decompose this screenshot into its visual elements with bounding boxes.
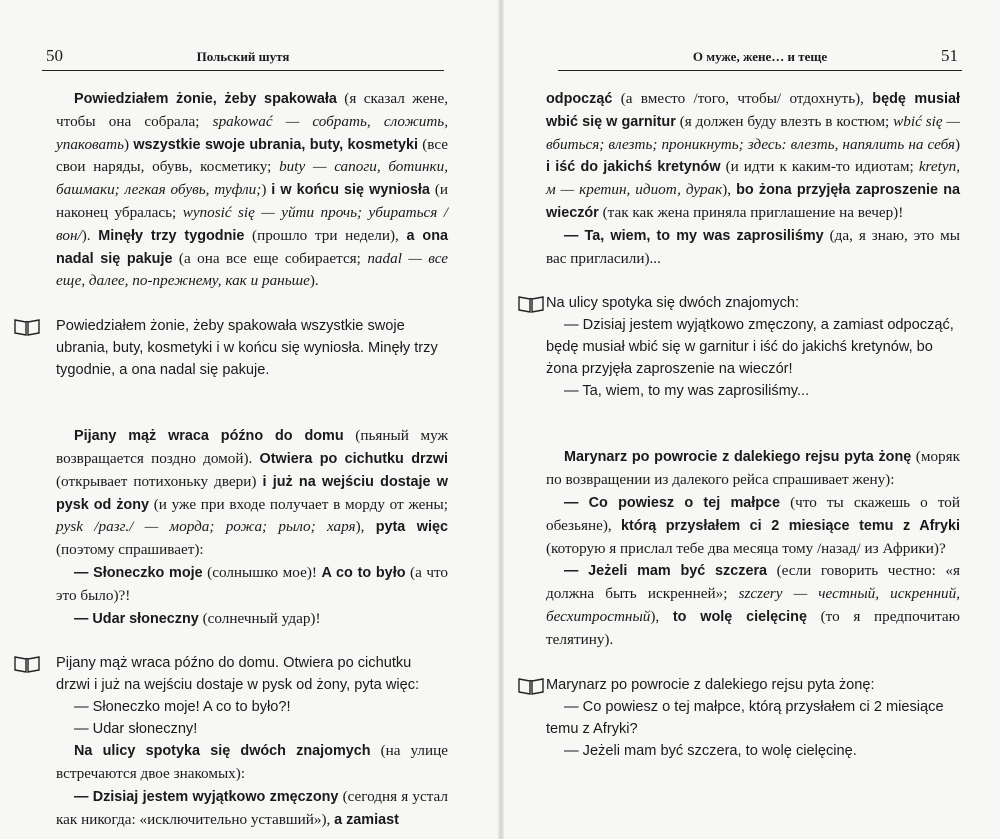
plain-text-line: — Jeżeli mam być szczera, to wolę cielęcinę.	[564, 742, 857, 759]
plain-text-paragraph: Powiedziałem żonie, żeby spakowała wszystkie swoje ubrania, buty, kosmetyki i w końcu się wyniosła. Minęły trzy tygodnie, a ona nadal się pakuje.	[56, 318, 438, 379]
plain-text-line: — Udar słoneczny!	[74, 721, 198, 738]
plain-text-paragraph: Pijany mąż wraca późno do domu. Otwiera po cichutku drzwi i już na wejściu dostaje w pysk od żony, pyta więc:	[56, 655, 420, 694]
plain-text-paragraph: Na ulicy spotyka się dwóch znajomych:	[546, 295, 800, 312]
plain-text-line: — Ta, wiem, to my was zaprosiliśmy...	[564, 383, 810, 400]
open-book-icon	[518, 677, 544, 695]
open-book-icon	[14, 655, 40, 673]
annotated-paragraph: odpocząć (а вместо /того, чтобы/ отдохнуть), będę musiał wbić się w garnitur (я должен буду влезть в костюм; wbić się — вбиться; влезть; проникнуть; здесь: влезть, напялить на себя) i iść do jakichś kretynów (и идти к каким-то идиотам; kretyn, м — кретин, идиот, дурак), bo żona przyjęła zaproszenie na wieczór (так как жена приняла приглашение на вечер)!	[546, 90, 961, 221]
running-title: Польский шутя	[196, 49, 290, 64]
annotated-paragraph: Na ulicy spotyka się dwóch znajomych (на улице встречаются двое знакомых):	[56, 742, 448, 783]
left-page-body	[56, 88, 448, 832]
plain-text-paragraph: Marynarz po powrocie z dalekiego rejsu pyta żonę:	[546, 676, 875, 693]
reading-block	[546, 674, 960, 762]
page-number: 51	[941, 46, 958, 65]
page-number: 50	[46, 46, 63, 65]
dialogue-line: — Ta, wiem, to my was zaprosiliśmy (да, я знаю, это мы вас пригласили)...	[546, 226, 960, 267]
running-title: О муже, жене… и теще	[692, 49, 828, 64]
dialogue-line: — Co powiesz o tej małpce (что ты скажешь о той обезьяне), którą przysłałem ci 2 miesiące temu z Afryki (которую я прислал тебе два месяца тому /назад/ из Африки)?	[546, 493, 960, 557]
left-page-header	[42, 46, 444, 71]
dialogue-line: — Udar słoneczny (солнечный удар)!	[74, 609, 321, 627]
left-page	[0, 0, 498, 839]
dialogue-line: — Słoneczko moje (солнышко мое)! A co to było (а что это было)?!	[56, 563, 449, 604]
right-page-body	[546, 88, 960, 762]
plain-text-line: — Słoneczko moje! A co to było?!	[74, 699, 291, 716]
reading-block	[56, 315, 448, 381]
reading-block	[546, 292, 960, 402]
annotated-paragraph: Pijany mąż wraca późno do domu (пьяный муж возвращается поздно домой). Otwiera po cichutku drzwi (открывает потихоньку двери) i już na wejściu dostaje w pysk od żony (и уже при входе получает в морду от жены; pysk /разг./ — морда; рожа; рыло; харя), pyta więc (поэтому спрашивает):	[56, 427, 448, 559]
right-page	[504, 0, 1000, 839]
reading-block	[56, 652, 448, 740]
dialogue-line: — Dzisiaj jestem wyjątkowo zmęczony (сегодня я устал как никогда: «исключительно уставший»), a zamiast	[56, 787, 448, 828]
dialogue-line: — Jeżeli mam być szczera (если говорить честно: «я должна быть искренней»; szczery — честный, искренний, бесхитростный), to wolę cielęcinę (то я предпочитаю телятину).	[546, 562, 961, 648]
plain-text-line: — Dzisiaj jestem wyjątkowo zmęczony, a zamiast odpocząć, będę musiał wbić się w garnitur i iść do jakichś kretynów, bo żona przyjęła zaproszenie na wieczór!	[546, 317, 954, 378]
open-book-icon	[14, 318, 40, 336]
plain-text-line: — Co powiesz o tej małpce, którą przysłałem ci 2 miesiące temu z Afryki?	[546, 698, 944, 737]
annotated-paragraph: Powiedziałem żonie, żeby spakowała (я сказал жене, чтобы она собрала; spakować — собрать, сложить, упаковать) wszystkie swoje ubrania, buty, kosmetyki (все свои наряды, обувь, косметику; buty — сапоги, ботинки, башмаки; легкая обувь, туфли;) i w końcu się wyniosła (и наконец убралась; wynosić się — уйти прочь; убираться /вон/). Minęły trzy tygodnie (прошло три недели), a ona nadal się pakuje (а она все еще собирается; nadal — все еще, далее, по-прежнему, как и раньше).	[56, 90, 449, 290]
annotated-paragraph: Marynarz po powrocie z dalekiego rejsu pyta żonę (моряк по возвращении из далекого рейса спрашивает жену):	[546, 448, 960, 489]
right-page-header	[558, 46, 962, 71]
open-book-icon	[518, 295, 544, 313]
